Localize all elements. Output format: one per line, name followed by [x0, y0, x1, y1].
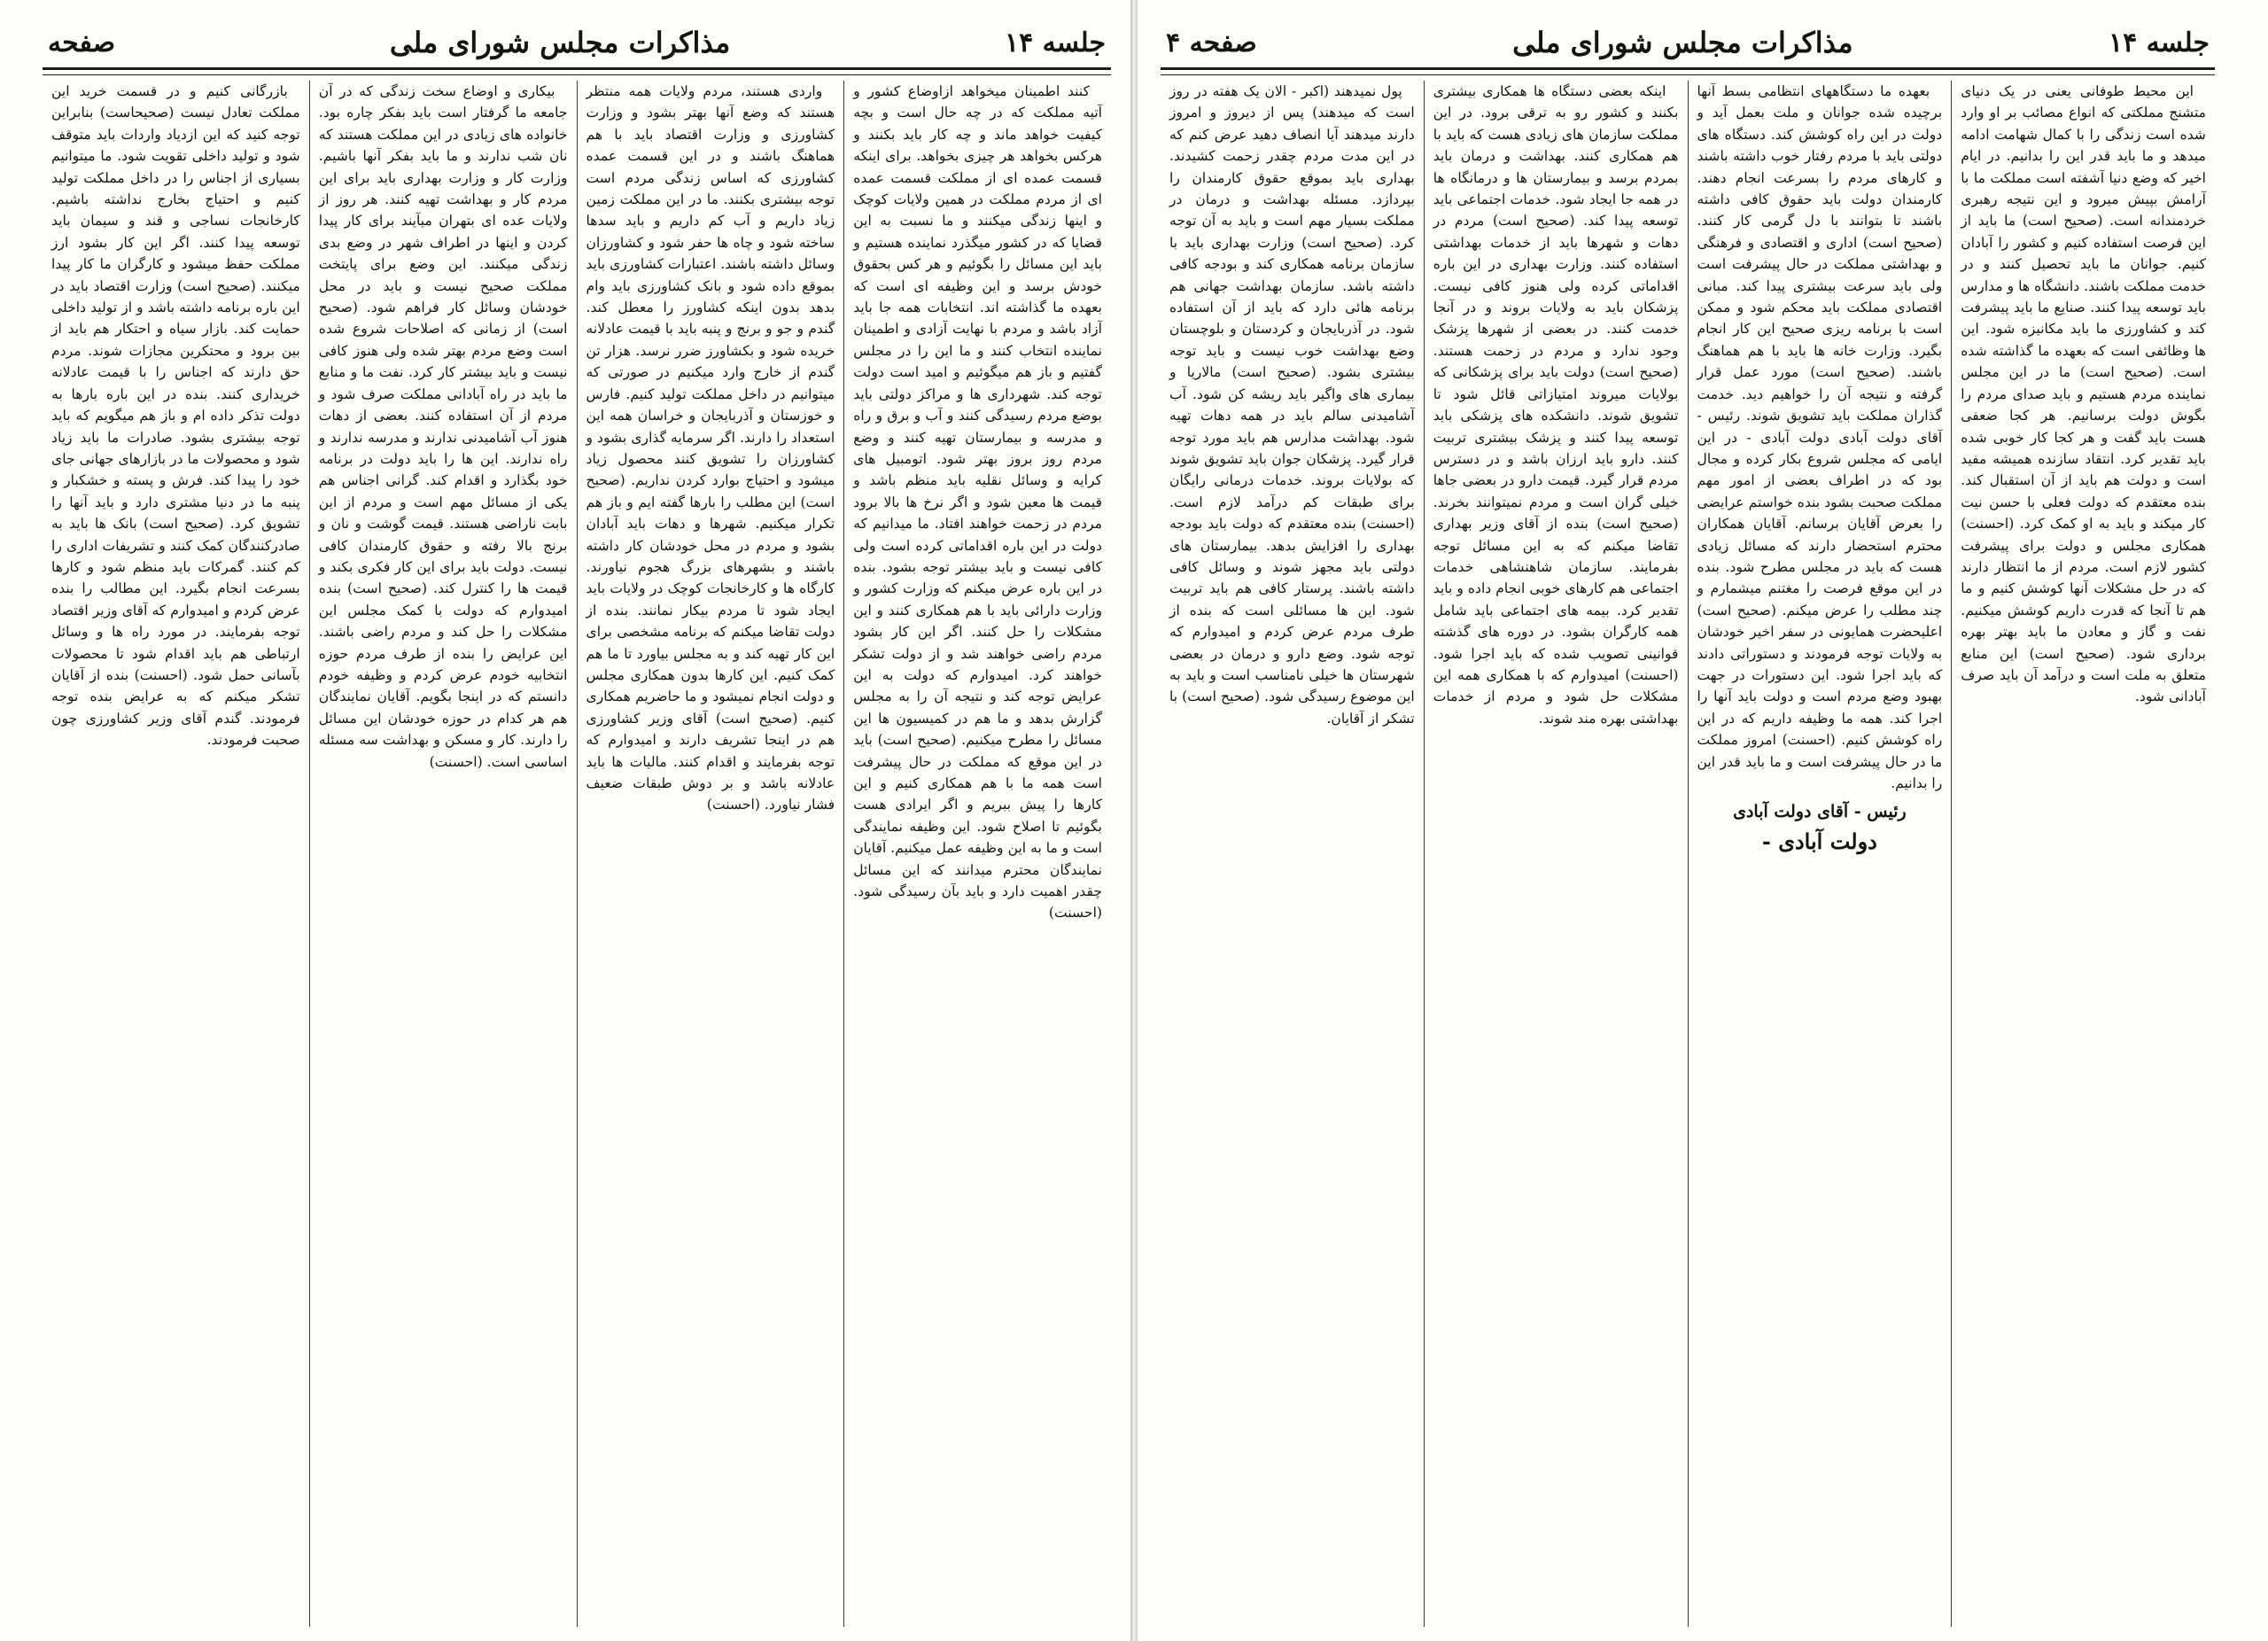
column-text: پول نمیدهند (اکبر - الان یک هفته در روز است که میدهند) پس از دیروز و امروز دارند میدهند آیا انصاف دهید عرض کنم که در این مدت مردم چقدر زحمت کشیدند. بهداری باید بموقع حقوق کارمندان را بپردازد. مسئله بهداشت و درمان در مملکت بسیار مهم است و باید به آن توجه کرد. (صحیح است) وزارت بهداری باید با سازمان برنامه همکاری کند و بودجه کافی داشته باشد. سازمان بهداشت جهانی هم برنامه هائی دارد که باید از آن استفاده شود. در آذربایجان و کردستان و بلوچستان وضع بهداشت خوب نیست و باید توجه بیشتری بشود. (صحیح است) مالاریا و بیماری های واگیر باید ریشه کن شود. آب آشامیدنی سالم باید در همه دهات تهیه شود. بهداشت مدارس هم باید مورد توجه قرار گیرد. پزشکان جوان باید تشویق شوند که بولایات بروند. خدمات درمانی رایگان برای طبقات کم درآمد لازم است. (احسنت) بنده معتقدم که دولت باید بودجه بهداری را افزایش بدهد. بیمارستان های دولتی باید مجهز شوند و وسائل کافی داشته باشند. پرستار کافی هم باید تربیت شود. این ها مسائلی است که بنده از طرف مردم عرض کردم و امیدوارم که توجه شود. وضع دارو و درمان در بعضی شهرستان ها خیلی نامناسب است و باید به این موضوع رسیدگی شود. (صحیح است) با تشکر از آقایان. [1169, 83, 1415, 727]
column-text: این محیط طوفانی یعنی در یک دنیای متشنج مملکتی که انواع مصائب بر او وارد شده است زندگی را با کمال شهامت ادامه میدهد و ما باید قدر این را بدانیم. در ایام اخیر که وضع دنیا آشفته است مملکت ما با آرامش بپیش میرود و این نتیجه رهبری خردمندانه است. (صحیح است) ما باید از این فرصت استفاده کنیم و کشور را آبادان کنیم. جوانان ما باید تحصیل کنند و در خدمت مملکت باشند. دانشگاه ها و مدارس باید توسعه پیدا کنند. صنایع ما باید پیشرفت کند و کشاورزی ما باید مکانیزه شود. این ها وظائفی است که بعهده ما گذاشته شده است. (صحیح است) ما در این مجلس نماینده مردم هستیم و باید صدای مردم را بگوش دولت برسانیم. هر کجا ضعفی هست باید گفت و هر کجا کار خوبی شده باید تقدیر کرد. انتقاد سازنده همیشه مفید است و دولت هم باید از آن استقبال کند. بنده معتقدم که دولت فعلی با حسن نیت کار میکند و باید به او کمک کرد. (احسنت) همکاری مجلس و دولت برای پیشرفت کشور لازم است. مردم از ما انتظار دارند که در حل مشکلات آنها کوشش کنیم و ما هم تا آنجا که قدرت داریم کوشش میکنیم. نفت و گاز و معادن ما باید بهتر بهره برداری شود. (صحیح است) این منابع متعلق به ملت است و درآمد آن باید صرف آبادانی شود. [1961, 83, 2206, 705]
text-column [1951, 81, 2215, 1627]
right-columns [1161, 81, 2215, 1627]
speaker-heading: دولت آبادی - [1761, 828, 1877, 855]
column-text: واردی هستند، مردم ولایات همه منتظر هستند که وضع آنها بهتر بشود و وزارت کشاورزی و وزارت اقتصاد باید با هم هماهنگ باشند و در این قسمت عمده کشاورزی که اساس زندگی مردم است توجه بیشتری بکنند. ما در این مملکت زمین زیاد داریم و آب کم داریم و باید سدها ساخته شود و چاه ها حفر شود و کشاورزان وسائل داشته باشند. اعتبارات کشاورزی باید بموقع داده شود و بانک کشاورزی باید وام بدهد بدون اینکه کشاورز را معطل کند. گندم و جو و برنج و پنبه باید با قیمت عادلانه خریده شود و بکشاورز ضرر نرسد. هزار تن گندم از خارج وارد میکنیم در صورتی که میتوانیم در داخل مملکت تولید کنیم. فارس و خوزستان و آذربایجان و خراسان همه این استعداد را دارند. اگر سرمایه گذاری بشود و کشاورزان را تشویق کنند محصول زیاد میشود و احتیاج بوارد کردن نداریم. (صحیح است) این مطلب را بارها گفته ایم و باز هم تکرار میکنیم. شهرها و دهات باید آبادان بشود و مردم در محل خودشان کار داشته باشند و بشهرهای بزرگ هجوم نیاورند. کارگاه ها و کارخانجات کوچک در ولایات باید ایجاد شود تا مردم بیکار نمانند. بنده از دولت تقاضا میکنم که برنامه مشخصی برای این کار تهیه کند و به مجلس بیاورد تا ما هم کمک کنیم. این کارها بدون همکاری مجلس و دولت انجام نمیشود و ما حاضریم همکاری کنیم. (صحیح است) آقای وزیر کشاورزی هم در اینجا تشریف دارند و امیدوارم که توجه بفرمایند و اقدام کنند. مالیات ها باید عادلانه باشد و بر دوش طبقات ضعیف فشار نیاورد. (احسنت) [586, 83, 835, 813]
page-label: صفحه [48, 27, 116, 58]
session-number: جلسه ۱۴ [2108, 27, 2210, 58]
column-text: اینکه بعضی دستگاه ها همکاری بیشتری بکنند و کشور رو به ترقی برود. در این مملکت سازمان های زیادی هست که باید با هم همکاری کنند. بهداشت و درمان باید بمردم برسد و بیمارستان ها و درمانگاه ها در همه جا ایجاد شود. خدمات اجتماعی باید توسعه پیدا کند. (صحیح است) مردم در دهات و شهرها باید از خدمات بهداشتی استفاده کنند. وزارت بهداری در این باره اقداماتی کرده ولی هنوز کافی نیست. پزشکان باید به ولایات بروند و در آنجا خدمت کنند. در بعضی از شهرها پزشک وجود ندارد و مردم در زحمت هستند. (صحیح است) دولت باید برای پزشکانی که بولایات میروند امتیازاتی قائل شود تا تشویق شوند. دانشکده های پزشکی باید توسعه پیدا کنند و پزشک بیشتری تربیت کنند. دارو باید ارزان باشد و در دسترس مردم قرار گیرد. قیمت دارو در بعضی جاها خیلی گران است و مردم نمیتوانند بخرند. (صحیح است) بنده از آقای وزیر بهداری تقاضا میکنم که به این مسائل توجه بفرمایند. سازمان شاهنشاهی خدمات اجتماعی هم کارهای خوبی انجام داده و باید تقدیر کرد. بیمه های اجتماعی باید شامل همه کارگران بشود. در دوره های گذشته قوانینی تصویب شده که باید اجرا شود. (احسنت) امیدوارم که با همکاری همه این مشکلات حل شود و مردم از خدمات بهداشتی بهره مند شوند. [1433, 83, 1679, 727]
text-column [1424, 81, 1688, 1627]
session-number: جلسه ۱۴ [1004, 27, 1106, 58]
column-text: بیکاری و اوضاع سخت زندگی که در آن جامعه ما گرفتار است باید بفکر چاره بود. خانواده های زیادی در این مملکت هستند که نان شب ندارند و ما باید بفکر آنها باشیم. وزارت کار و وزارت بهداری باید برای این مردم کار و بهداشت تهیه کنند. هر روز از ولایات عده ای بتهران میآیند برای کار پیدا کردن و اینها در اطراف شهر در وضع بدی زندگی میکنند. این وضع برای پایتخت مملکت صحیح نیست و باید در محل خودشان وسائل کار فراهم شود. (صحیح است) از زمانی که اصلاحات شروع شده است وضع مردم بهتر شده ولی هنوز کافی نیست و باید بیشتر کار کرد. نفت ما و منابع ما باید در راه آبادانی مملکت صرف شود و مردم از آن استفاده کنند. بعضی از دهات هنوز آب آشامیدنی ندارند و مدرسه ندارند و راه ندارند. این ها را باید دولت در برنامه خود بگذارد و اقدام کند. گرانی اجناس هم یکی از مسائل مهم است و مردم از این بابت ناراضی هستند. قیمت گوشت و نان و برنج بالا رفته و حقوق کارمندان کافی نیست. دولت باید برای این کار فکری بکند و قیمت ها را کنترل کند. (صحیح است) بنده امیدوارم که دولت با کمک مجلس این مشکلات را حل کند و مردم راضی باشند. این عرایض را بنده از طرف مردم حوزه انتخابیه خودم عرض کردم و وظیفه خودم دانستم که در اینجا بگویم. آقایان نمایندگان هم هر کدام در حوزه خودشان این مسائل را دارند. کار و مسکن و بهداشت سه مسئله اساسی است. (احسنت) [318, 83, 568, 770]
column-text: بعهده ما دستگاههای انتظامی بسط آنها برچیده شده جوانان و ملت بعمل آید و دولت در این راه کوشش کند. دستگاه های دولتی باید با مردم رفتار خوب داشته باشند و کارهای مردم را بسرعت انجام دهند. کارمندان دولت باید حقوق کافی داشته باشند تا بتوانند با دل گرمی کار کنند. (صحیح است) اداری و اقتصادی و فرهنگی و بهداشتی مملکت در حال پیشرفت است ولی باید سرعت بیشتری پیدا کند. مبانی اقتصادی مملکت باید محکم شود و ممکن است با برنامه ریزی صحیح این کار انجام بگیرد. وزارت خانه ها باید با هم هماهنگ باشند. (صحیح است) مورد عمل قرار گرفته و نتیجه آن را خواهیم دید. خدمت گذاران مملکت باید تشویق شوند. رئیس - آقای دولت آبادی دولت آبادی - در این ایامی که مجلس شروع بکار کرده و مجال بود که در اطراف بعضی از امور مهم مملکت صحبت بشود بنده خواستم عرایضی را بعرض آقایان برسانم. آقایان همکاران محترم استحضار دارند که مسائل زیادی هست که باید در مجلس مطرح شود. بنده در این موقع فرصت را مغتنم میشمارم و چند مطلب را عرض میکنم. (صحیح است) اعلیحضرت همایونی در سفر اخیر خودشان به ولایات توجه فرمودند و دستوراتی دادند که باید اجرا شود. این دستورات در جهت بهبود وضع مردم است و دولت باید آنها را اجرا کند. همه ما وظیفه داریم که در این راه کوشش کنیم. (احسنت) امروز مملکت ما در حال پیشرفت است و ما باید قدر این را بدانیم. [1697, 83, 1943, 791]
header-rule [1161, 70, 2215, 75]
right-page-header [1161, 18, 2215, 70]
left-columns [43, 81, 1111, 1627]
left-page-header [43, 18, 1111, 70]
page-label: صفحه ۴ [1166, 27, 1257, 58]
text-column [1161, 81, 1424, 1627]
text-column [1688, 81, 1952, 1627]
column-text: کنند اطمینان میخواهد ازاوضاع کشور و آتیه مملکت که در چه حال است و بچه کیفیت خواهد ماند و چه کار باید بکنند و هرکس بخواهد هر چیزی بخواهد. برای اینکه قسمت عمده ای از مملکت قسمت عمده ای از مردم مملکت در همین ولایات کوچک و اینها زندگی میکنند و ما نسبت به این قضایا که در کشور میگذرد نماینده هستیم و باید این مسائل را بگوئیم و هر کس بحقوق خودش برسد و این وظیفه ای است که بعهده ما گذاشته اند. انتخابات همه جا باید آزاد باشد و مردم با نهایت آزادی و اطمینان نماینده انتخاب کنند و ما این را در مجلس گفتیم و باز هم میگوئیم و امید است دولت توجه کند. شهرداری ها و مراکز دولتی باید بوضع مردم رسیدگی کنند و آب و برق و راه و مدرسه و بیمارستان تهیه کنند و وضع مردم روز بروز بهتر شود. اتومبیل های کرایه و وسائل نقلیه باید منظم باشد و قیمت ها معین شود و اگر نرخ ها بالا برود مردم در زحمت خواهند افتاد. ما میدانیم که دولت در این باره اقداماتی کرده است ولی کافی نیست و باید بیشتر توجه بشود. بنده در این باره عرض میکنم که وزارت کشور و وزارت دارائی باید با هم همکاری کنند و این مشکلات را حل کنند. اگر این کار بشود مردم راضی خواهند شد و از دولت تشکر خواهند کرد. امیدوارم که دولت به این عرایض توجه کند و نتیجه آن را به مجلس گزارش بدهد و ما هم در کمیسیون ها این مسائل را مطرح میکنیم. (صحیح است) باید در این موقع که مملکت در حال پیشرفت است همه ما با هم همکاری کنیم و این کارها را پیش ببریم و اگر ایرادی هست بگوئیم تا اصلاح شود. این وظیفه نمایندگی است و ما به این وظیفه عمل میکنیم. آقایان نمایندگان محترم میدانند که این مسائل چقدر اهمیت دارد و باید بآن رسیدگی شود. (احسنت) [853, 83, 1102, 922]
text-column [577, 81, 844, 1627]
text-column [309, 81, 577, 1627]
speaker-intro-heading: رئیس - آقای دولت آبادی [1733, 802, 1907, 822]
book-spine [1130, 0, 1138, 1641]
left-page [0, 0, 1130, 1641]
journal-title: مذاکرات مجلس شورای ملی [389, 26, 731, 59]
text-column [43, 81, 309, 1627]
right-page [1138, 0, 2268, 1641]
column-text: بازرگانی کنیم و در قسمت خرید این مملکت تعادل نیست (صحیحاست) بنابراین توجه کنید که این ازدیاد واردات باید متوقف شود و تولید داخلی تقویت شود. ما میتوانیم بسیاری از اجناس را در داخل مملکت تولید کنیم و احتیاج بخارج نداشته باشیم. کارخانجات نساجی و قند و سیمان باید توسعه پیدا کنند. اگر این کار بشود ارز مملکت حفظ میشود و کارگران ما کار پیدا میکنند. (صحیح است) وزارت اقتصاد باید در این باره برنامه داشته باشد و از تولید داخلی حمایت کند. بازار سیاه و احتکار هم باید از بین برود و محتکرین مجازات شوند. مردم حق دارند که اجناس را با قیمت عادلانه خریداری کنند. بنده در این باره بارها به دولت تذکر داده ام و باز هم میگویم که باید توجه بیشتری بشود. صادرات ما باید زیاد شود و محصولات ما در بازارهای جهانی جای خود را پیدا کند. فرش و پسته و خشکبار و پنبه ما در دنیا مشتری دارد و باید آنها را تشویق کرد. (صحیح است) بانک ها باید به صادرکنندگان کمک کنند و تشریفات اداری را کم کنند. گمرکات باید منظم شود و کارها بسرعت انجام بگیرد. این مطالب را بنده عرض کردم و امیدوارم که آقای وزیر اقتصاد توجه بفرمایند. در مورد راه ها و وسائل ارتباطی هم باید اقدام شود تا محصولات بآسانی حمل شود. (احسنت) بنده از آقایان تشکر میکنم که به عرایض بنده توجه فرمودند. گندم آقای وزیر کشاورزی چون صحبت فرمودند. [51, 83, 300, 749]
journal-title: مذاکرات مجلس شورای ملی [1512, 26, 1853, 59]
header-rule [43, 70, 1111, 75]
text-column [843, 81, 1111, 1627]
